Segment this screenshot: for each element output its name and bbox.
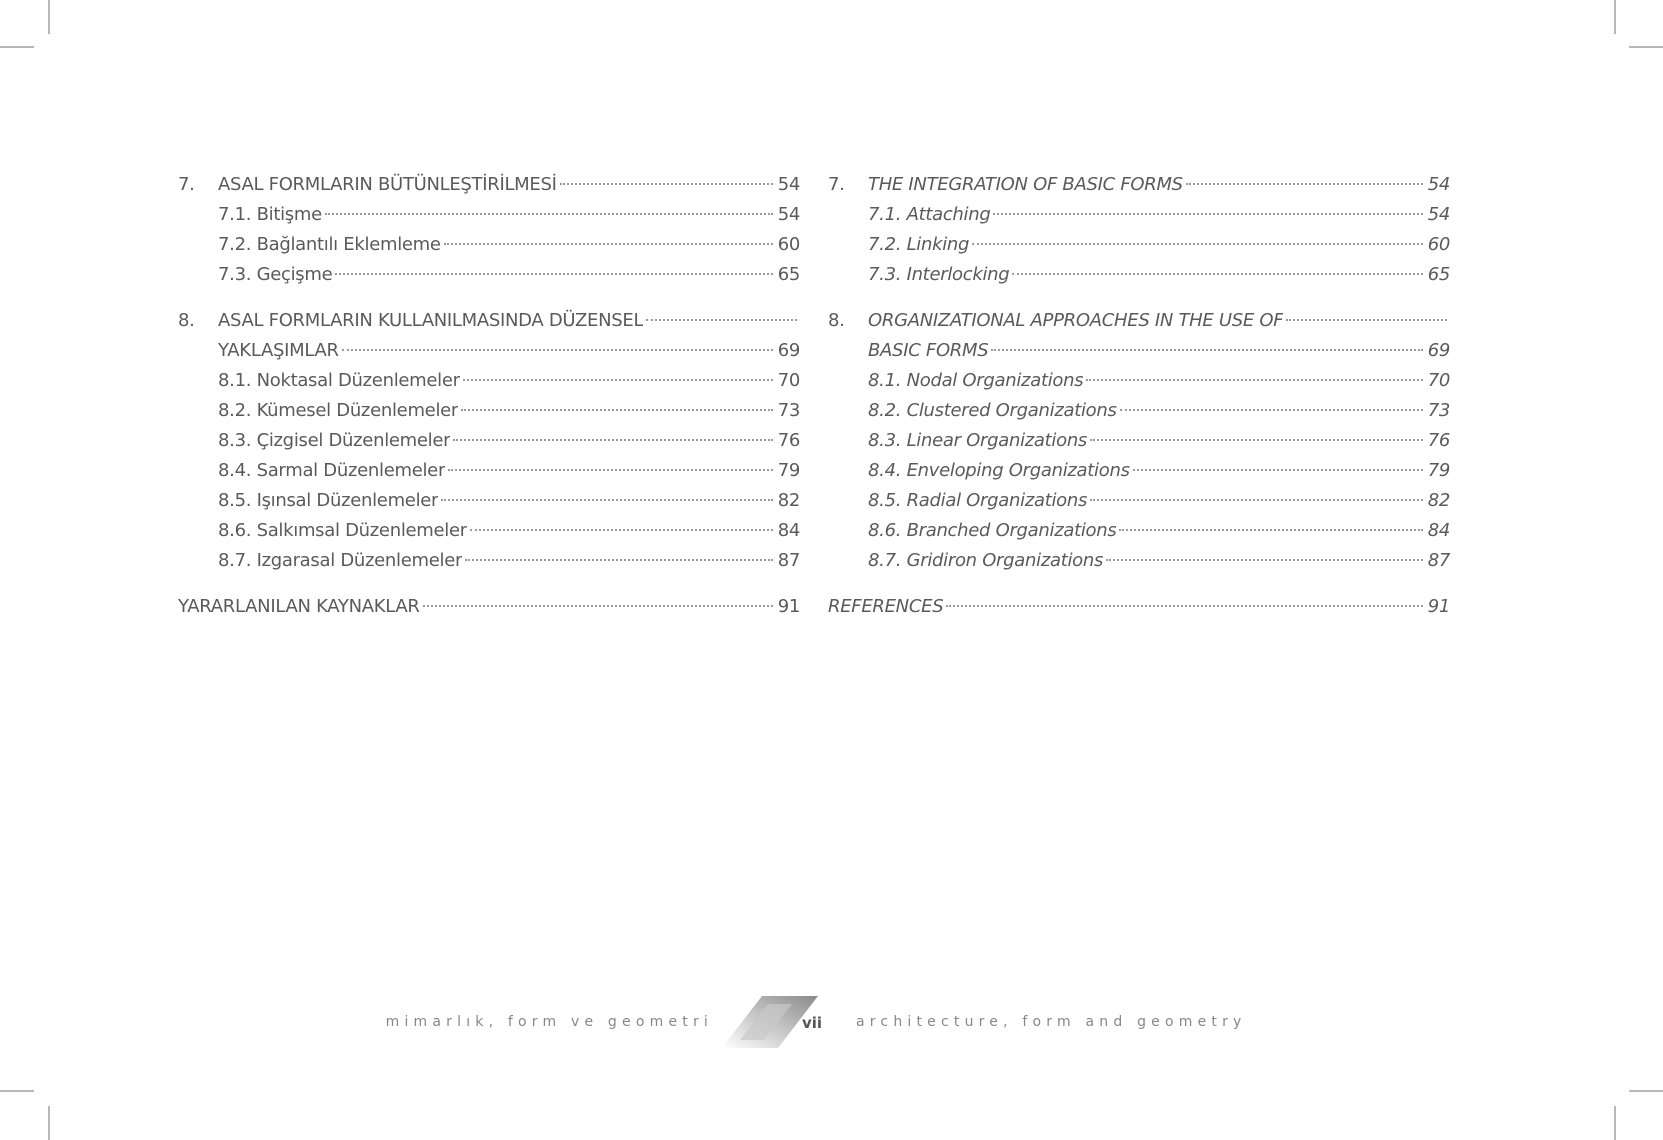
toc-entry-references[interactable] bbox=[828, 592, 1450, 622]
page-number: 65 bbox=[777, 264, 800, 285]
footer-title-turkish: mimarlık, form ve geometri bbox=[385, 1014, 713, 1030]
page-number: 73 bbox=[777, 400, 800, 421]
page-number: 76 bbox=[777, 430, 800, 451]
leader-dots bbox=[325, 213, 773, 215]
leader-dots bbox=[470, 529, 773, 531]
subsection-title: 8.5. Işınsal Düzenlemeler bbox=[218, 490, 439, 511]
toc-subentry-8-2[interactable] bbox=[178, 396, 800, 426]
subsection-title: 8.2. Kümesel Düzenlemeler bbox=[218, 400, 459, 421]
toc-subentry-8-7[interactable] bbox=[828, 546, 1450, 576]
page-footer bbox=[0, 990, 1663, 1050]
leader-dots bbox=[441, 499, 773, 501]
leader-dots bbox=[1133, 469, 1423, 471]
toc-english bbox=[828, 170, 1450, 622]
toc-subentry-8-7[interactable] bbox=[178, 546, 800, 576]
crop-mark-top-right-h bbox=[1629, 46, 1663, 48]
subsection-title: 7.2. Linking bbox=[868, 234, 970, 255]
leader-dots bbox=[342, 349, 773, 351]
subsection-title: 7.1. Bitişme bbox=[218, 204, 322, 225]
leader-dots bbox=[465, 559, 773, 561]
page-number: 54 bbox=[777, 174, 800, 195]
toc-subentry-7-1[interactable] bbox=[828, 200, 1450, 230]
page-number: 69 bbox=[1427, 340, 1450, 361]
section-number: 7. bbox=[828, 174, 845, 195]
page-number: 60 bbox=[1427, 234, 1450, 255]
toc-subentry-8-6[interactable] bbox=[178, 516, 800, 546]
toc-subentry-8-6[interactable] bbox=[828, 516, 1450, 546]
page-number: 84 bbox=[777, 520, 800, 541]
subsection-title: 7.3. Geçişme bbox=[218, 264, 333, 285]
leader-dots bbox=[423, 605, 773, 607]
toc-subentry-8-3[interactable] bbox=[828, 426, 1450, 456]
leader-dots bbox=[1186, 183, 1423, 185]
crop-mark-top-right-v bbox=[1614, 0, 1616, 34]
toc-turkish bbox=[178, 170, 800, 622]
section-number: 8. bbox=[178, 310, 195, 331]
leader-dots bbox=[946, 605, 1423, 607]
toc-subentry-8-3[interactable] bbox=[178, 426, 800, 456]
page-number: 87 bbox=[777, 550, 800, 571]
section-title-line-2: BASIC FORMS bbox=[868, 340, 989, 361]
toc-subentry-8-5[interactable] bbox=[828, 486, 1450, 516]
toc-entry-8[interactable] bbox=[178, 306, 800, 366]
toc-subentry-8-5[interactable] bbox=[178, 486, 800, 516]
page-number: 91 bbox=[777, 596, 800, 617]
toc-entry-8[interactable] bbox=[828, 306, 1450, 366]
page-number: 54 bbox=[777, 204, 800, 225]
leader-dots bbox=[453, 439, 773, 441]
page-number: 82 bbox=[1427, 490, 1450, 511]
page-number: 69 bbox=[777, 340, 800, 361]
leader-dots bbox=[991, 349, 1423, 351]
subsection-title: 8.5. Radial Organizations bbox=[868, 490, 1088, 511]
subsection-title: 8.2. Clustered Organizations bbox=[868, 400, 1117, 421]
toc-entry-7[interactable] bbox=[828, 170, 1450, 200]
references-title: YARARLANILAN KAYNAKLAR bbox=[178, 596, 420, 617]
leader-dots bbox=[1090, 439, 1423, 441]
toc-entry-references[interactable] bbox=[178, 592, 800, 622]
toc-subentry-7-3[interactable] bbox=[178, 260, 800, 290]
page-number: 79 bbox=[1427, 460, 1450, 481]
section-title-line-1: ORGANIZATIONAL APPROACHES IN THE USE OF bbox=[868, 310, 1284, 331]
subsection-title: 8.1. Noktasal Düzenlemeler bbox=[218, 370, 460, 391]
subsection-title: 8.4. Enveloping Organizations bbox=[868, 460, 1130, 481]
section-title-line-1: ASAL FORMLARIN KULLANILMASINDA DÜZENSEL bbox=[218, 310, 644, 331]
page-number: 54 bbox=[1427, 204, 1450, 225]
page-number: 54 bbox=[1427, 174, 1450, 195]
leader-dots bbox=[1012, 273, 1423, 275]
leader-dots bbox=[461, 409, 773, 411]
leader-dots bbox=[1119, 529, 1423, 531]
subsection-title: 8.7. Gridiron Organizations bbox=[868, 550, 1104, 571]
subsection-title: 7.1. Attaching bbox=[868, 204, 991, 225]
subsection-title: 8.1. Nodal Organizations bbox=[868, 370, 1084, 391]
leader-dots bbox=[335, 273, 773, 275]
leader-dots bbox=[993, 213, 1423, 215]
toc-subentry-7-1[interactable] bbox=[178, 200, 800, 230]
subsection-title: 7.2. Bağlantılı Eklemleme bbox=[218, 234, 441, 255]
toc-subentry-7-3[interactable] bbox=[828, 260, 1450, 290]
page-number: 76 bbox=[1427, 430, 1450, 451]
crop-mark-top-left-h bbox=[0, 46, 34, 48]
toc-subentry-7-2[interactable] bbox=[178, 230, 800, 260]
page-number: 91 bbox=[1427, 596, 1450, 617]
subsection-title: 8.4. Sarmal Düzenlemeler bbox=[218, 460, 446, 481]
page-number: 82 bbox=[777, 490, 800, 511]
page-number: 65 bbox=[1427, 264, 1450, 285]
crop-mark-top-left-v bbox=[48, 0, 50, 34]
page-number: 87 bbox=[1427, 550, 1450, 571]
leader-dots bbox=[1090, 499, 1423, 501]
page-number: 70 bbox=[1427, 370, 1450, 391]
crop-mark-bottom-right-h bbox=[1629, 1090, 1663, 1092]
subsection-title: 8.6. Branched Organizations bbox=[868, 520, 1117, 541]
leader-dots bbox=[1086, 379, 1423, 381]
toc-subentry-8-4[interactable] bbox=[178, 456, 800, 486]
page-number-footer: vii bbox=[802, 1014, 823, 1032]
section-number: 7. bbox=[178, 174, 195, 195]
page-number: 84 bbox=[1427, 520, 1450, 541]
leader-dots bbox=[972, 243, 1423, 245]
leader-dots bbox=[448, 469, 773, 471]
page-number: 73 bbox=[1427, 400, 1450, 421]
toc-subentry-8-1[interactable] bbox=[828, 366, 1450, 396]
footer-title-english: architecture, form and geometry bbox=[856, 1014, 1247, 1030]
leader-dots bbox=[1286, 319, 1447, 321]
section-title: ASAL FORMLARIN BÜTÜNLEŞTİRİLMESİ bbox=[218, 174, 557, 195]
page-number: 79 bbox=[777, 460, 800, 481]
section-title: THE INTEGRATION OF BASIC FORMS bbox=[868, 174, 1183, 195]
crop-mark-bottom-right-v bbox=[1614, 1106, 1616, 1140]
section-title-line-2: YAKLAŞIMLAR bbox=[218, 340, 339, 361]
toc-subentry-7-2[interactable] bbox=[828, 230, 1450, 260]
leader-dots bbox=[560, 183, 773, 185]
leader-dots bbox=[463, 379, 773, 381]
crop-mark-bottom-left-v bbox=[48, 1106, 50, 1140]
references-title: REFERENCES bbox=[828, 596, 944, 617]
subsection-title: 8.7. Izgarasal Düzenlemeler bbox=[218, 550, 463, 571]
crop-mark-bottom-left-h bbox=[0, 1090, 34, 1092]
toc-entry-7[interactable] bbox=[178, 170, 800, 200]
leader-dots bbox=[444, 243, 773, 245]
leader-dots bbox=[1106, 559, 1423, 561]
subsection-title: 8.3. Çizgisel Düzenlemeler bbox=[218, 430, 451, 451]
leader-dots bbox=[646, 319, 797, 321]
leader-dots bbox=[1120, 409, 1423, 411]
subsection-title: 8.6. Salkımsal Düzenlemeler bbox=[218, 520, 467, 541]
subsection-title: 8.3. Linear Organizations bbox=[868, 430, 1088, 451]
toc-subentry-8-2[interactable] bbox=[828, 396, 1450, 426]
section-number: 8. bbox=[828, 310, 845, 331]
subsection-title: 7.3. Interlocking bbox=[868, 264, 1010, 285]
toc-subentry-8-1[interactable] bbox=[178, 366, 800, 396]
page-number: 60 bbox=[777, 234, 800, 255]
toc-subentry-8-4[interactable] bbox=[828, 456, 1450, 486]
page-number: 70 bbox=[777, 370, 800, 391]
